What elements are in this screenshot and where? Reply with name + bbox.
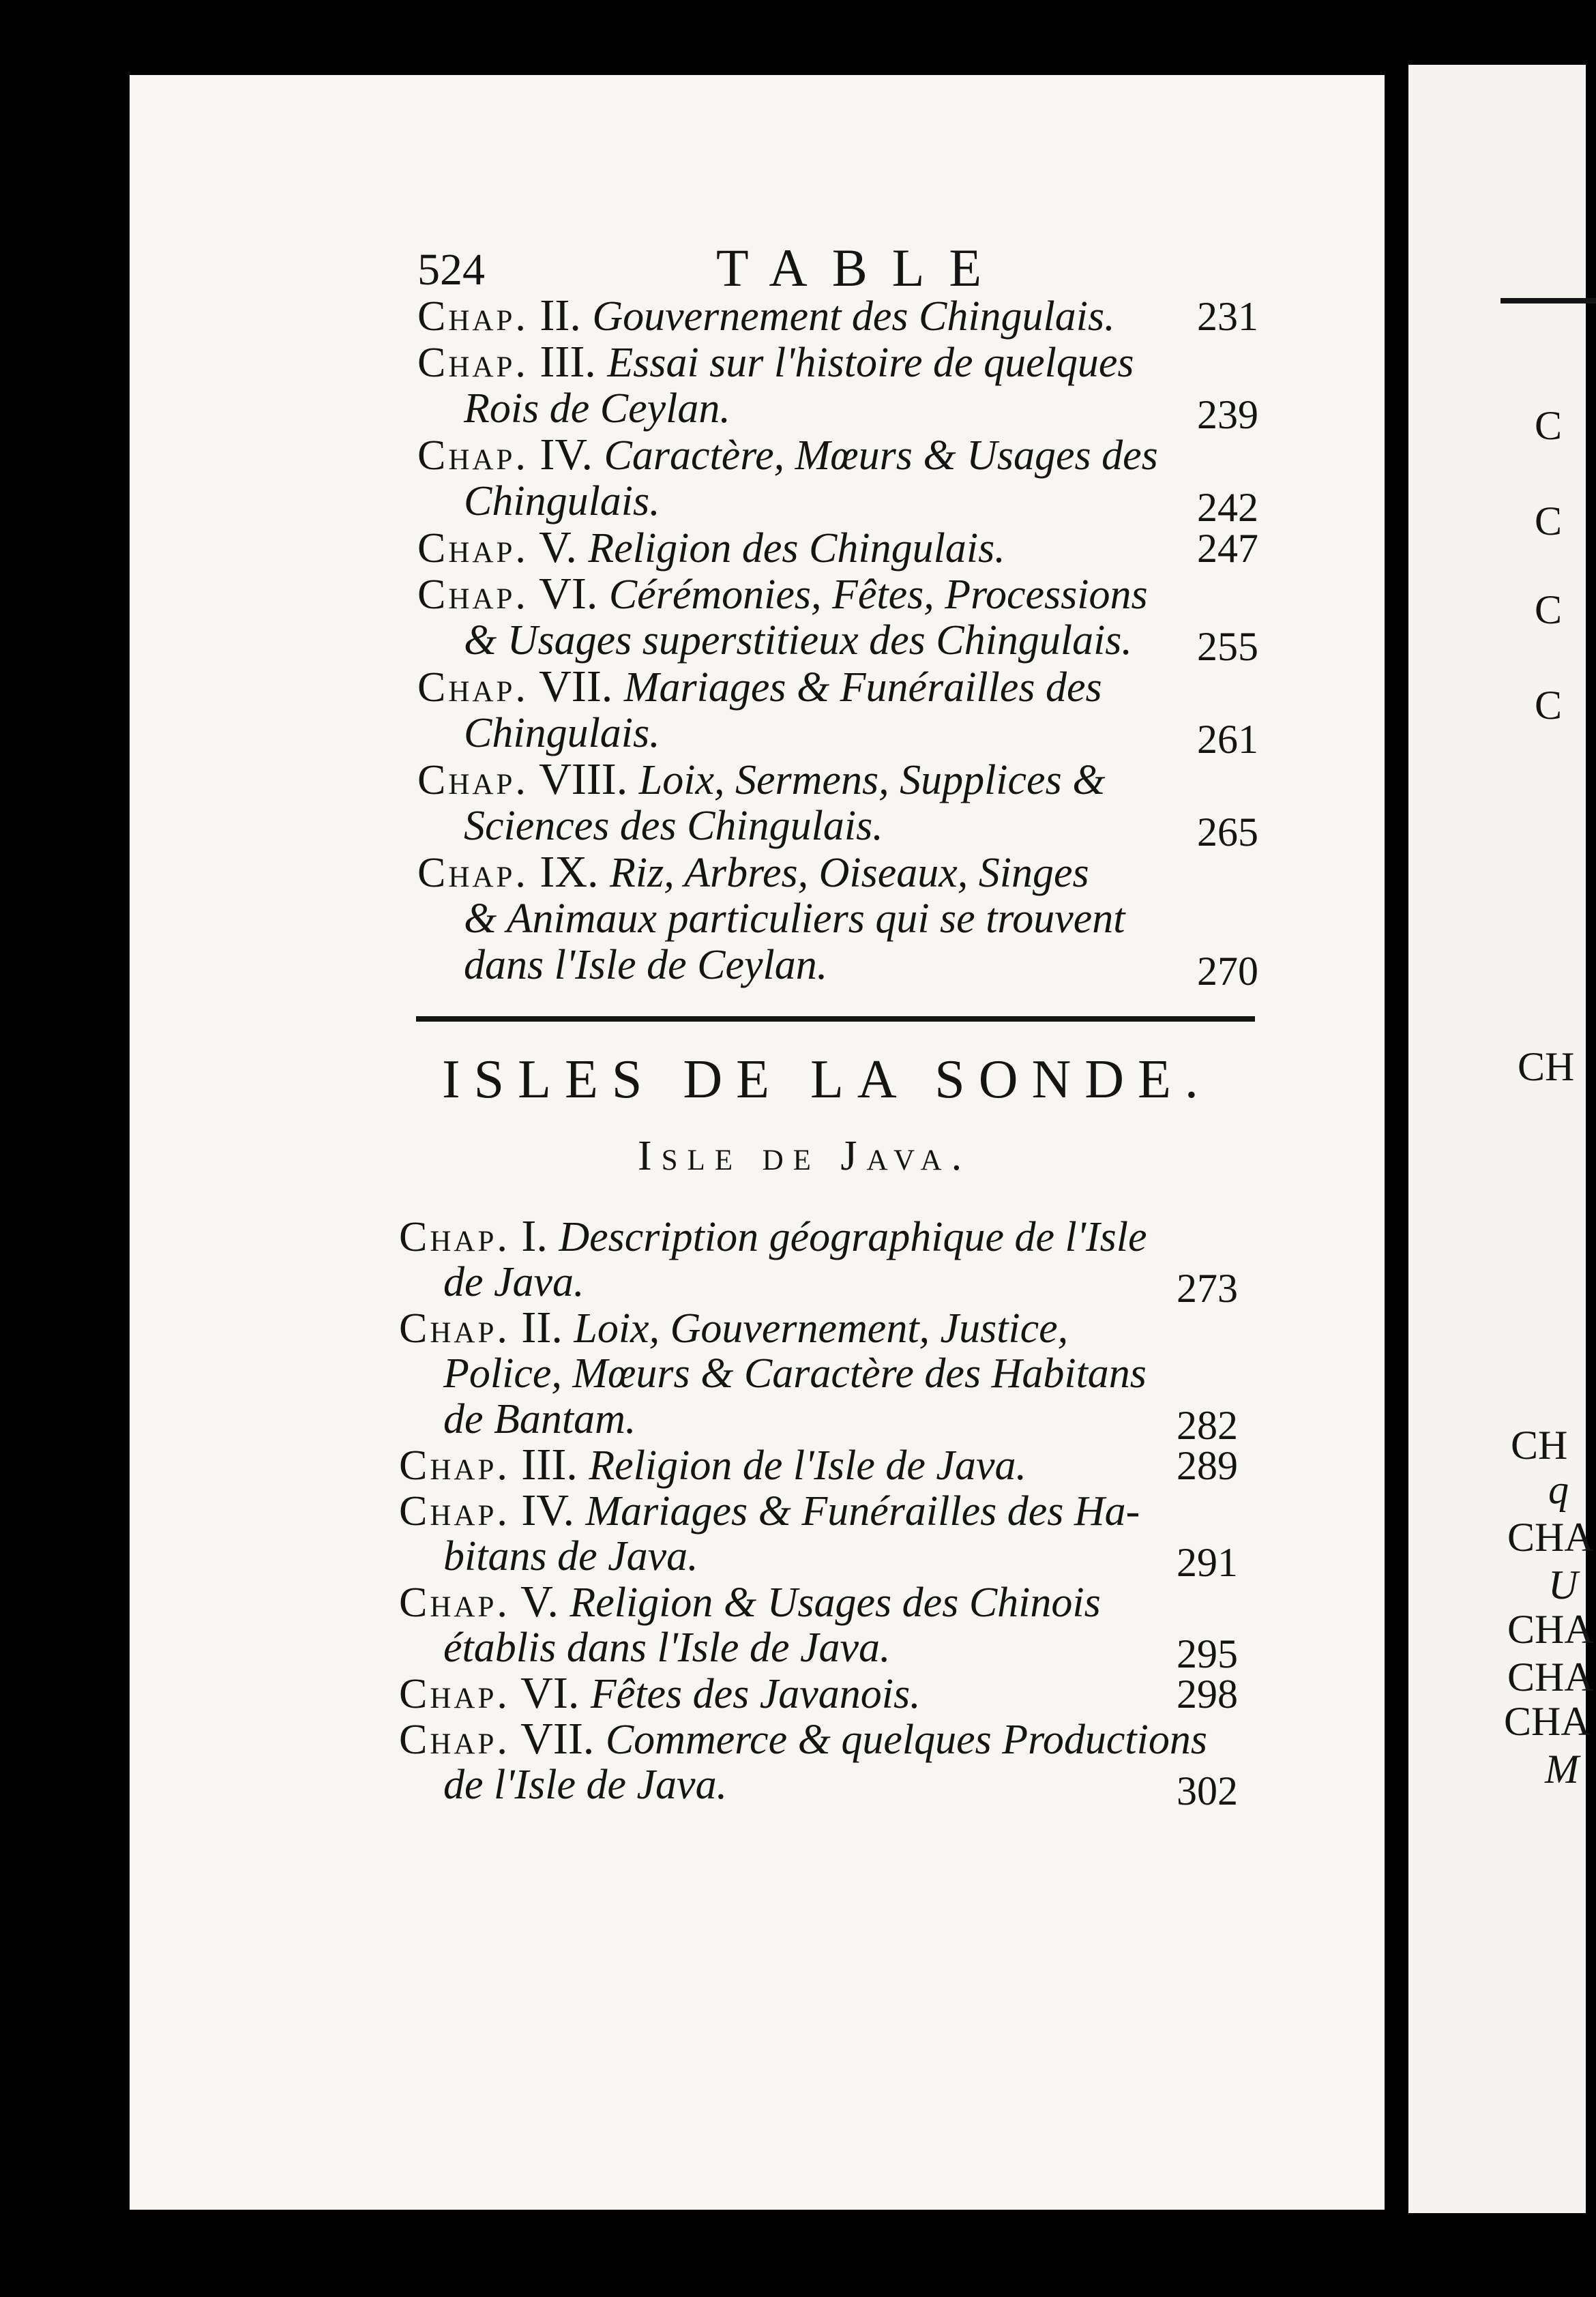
chapter-title: Commerce & quelques Productions (605, 1717, 1208, 1763)
toc-entry-line (399, 1211, 1147, 1261)
facing-fragment: C (1535, 587, 1563, 632)
chapter-title: Sciences des Chingulais. (464, 803, 883, 849)
chapter-number: VIII. (528, 754, 639, 804)
facing-fragment: U (1548, 1562, 1578, 1607)
facing-fragment: C (1535, 499, 1563, 544)
toc-entry-line (464, 386, 730, 431)
page-reference: 261 (1197, 717, 1258, 762)
chapter-title: Mariages & Funérailles des (623, 664, 1102, 711)
toc-entry-line (417, 847, 1089, 897)
toc-entry-line (417, 432, 1158, 478)
chapter-title: & Animaux particuliers qui se trouvent (464, 895, 1125, 942)
chapter-label: Chap. (399, 1214, 510, 1260)
toc-entry-line (443, 1534, 698, 1579)
chapter-title: Police, Mœurs & Caractère des Habitans (443, 1350, 1147, 1397)
page-reference: 282 (1177, 1403, 1238, 1448)
chapter-number: VI. (509, 1668, 591, 1718)
facing-fragment: C (1535, 403, 1563, 448)
toc-entry-line (399, 1714, 1208, 1764)
chapter-number: III. (528, 337, 608, 387)
toc-entry-line (399, 1305, 1068, 1351)
chapter-title: Mariages & Funérailles des Ha- (585, 1488, 1140, 1535)
section-divider (416, 1016, 1255, 1022)
chapter-label: Chap. (417, 293, 529, 340)
chapter-label: Chap. (399, 1305, 510, 1352)
chapter-title: Loix, Gouvernement, Justice, (574, 1305, 1069, 1352)
facing-fragment: CH (1511, 1423, 1568, 1468)
chapter-number: V. (528, 522, 589, 572)
chapter-label: Chap. (417, 664, 529, 711)
chapter-number: VII. (509, 1714, 606, 1764)
toc-entry-line (399, 1442, 1026, 1488)
page-reference: 247 (1197, 526, 1258, 571)
chapter-title: & Usages superstitieux des Chingulais. (464, 617, 1132, 664)
page-reference: 273 (1177, 1266, 1238, 1311)
chapter-number: II. (528, 291, 593, 340)
toc-entry-line (417, 569, 1148, 619)
toc-entry-line (417, 664, 1102, 710)
chapter-number: IV. (528, 430, 604, 479)
chapter-title: Caractère, Mœurs & Usages des (604, 432, 1158, 479)
chapter-number: V. (509, 1577, 570, 1627)
toc-entry-line (464, 711, 660, 756)
toc-entry-line (464, 896, 1125, 941)
facing-fragment: q (1548, 1467, 1569, 1512)
chapter-title: Religion des Chingulais. (588, 525, 1005, 572)
facing-fragment: CH (1518, 1044, 1575, 1089)
toc-entry-line (417, 754, 1106, 804)
chapter-number: I. (509, 1211, 559, 1261)
section-subtitle: Isle de Java. (638, 1133, 972, 1179)
toc-entry-line (464, 479, 660, 524)
chapter-title: de l'Isle de Java. (443, 1762, 728, 1808)
facing-page-rule (1501, 298, 1596, 303)
chapter-number: VII. (528, 662, 624, 711)
page-reference: 265 (1197, 810, 1258, 855)
chapter-label: Chap. (399, 1442, 510, 1489)
chapter-title: Essai sur l'histoire de quelques (607, 340, 1134, 386)
chapter-label: Chap. (399, 1580, 510, 1626)
chapter-title: Fêtes des Javanois. (590, 1671, 921, 1717)
facing-page-fragment (1408, 65, 1586, 2213)
page-reference: 302 (1177, 1768, 1238, 1813)
chapter-label: Chap. (417, 525, 529, 572)
chapter-label: Chap. (417, 432, 529, 479)
toc-entry-line (464, 803, 883, 848)
page-reference: 255 (1197, 624, 1258, 669)
page-reference: 231 (1197, 294, 1258, 339)
page-reference: 295 (1177, 1631, 1238, 1676)
chapter-title: Chingulais. (464, 478, 660, 524)
chapter-title: Chingulais. (464, 710, 660, 756)
chapter-label: Chap. (417, 340, 529, 386)
chapter-label: Chap. (399, 1671, 510, 1717)
toc-entry-line (417, 337, 1134, 387)
chapter-title: Loix, Sermens, Supplices & (638, 757, 1106, 803)
toc-entry-line (464, 618, 1132, 663)
toc-entry-line (399, 1485, 1140, 1535)
chapter-number: VI. (528, 569, 609, 619)
chapter-label: Chap. (399, 1717, 510, 1763)
chapter-label: Chap. (417, 850, 529, 896)
facing-fragment: CHA (1507, 1655, 1594, 1700)
facing-fragment: M (1545, 1747, 1579, 1792)
section-title: ISLES DE LA SONDE. (442, 1050, 1212, 1110)
toc-entry-line (417, 293, 1115, 339)
chapter-title: bitans de Java. (443, 1533, 698, 1580)
toc-entry-line (443, 1397, 636, 1442)
chapter-title: de Bantam. (443, 1396, 636, 1442)
page-reference: 291 (1177, 1540, 1238, 1585)
chapter-title: Rois de Ceylan. (464, 385, 730, 432)
toc-entry-line (443, 1260, 585, 1305)
toc-entry-line (417, 522, 1005, 572)
page-title: TABLE (716, 238, 1007, 297)
chapter-number: IX. (528, 847, 610, 897)
toc-entry-line (443, 1762, 727, 1807)
page-number: 524 (417, 245, 485, 295)
chapter-title: Religion de l'Isle de Java. (589, 1442, 1026, 1489)
page-reference: 289 (1177, 1443, 1238, 1488)
chapter-number: IV. (509, 1485, 586, 1535)
chapter-title: établis dans l'Isle de Java. (443, 1625, 891, 1671)
chapter-label: Chap. (417, 572, 529, 618)
page-reference: 239 (1197, 392, 1258, 437)
facing-fragment: C (1535, 683, 1563, 728)
chapter-title: de Java. (443, 1259, 585, 1305)
chapter-label: Chap. (417, 757, 529, 803)
facing-fragment: CHA (1507, 1607, 1594, 1652)
toc-entry-line (399, 1668, 921, 1718)
chapter-title: Gouvernement des Chingulais. (592, 293, 1115, 340)
chapter-number: II. (509, 1303, 574, 1352)
facing-fragment: CHA (1507, 1515, 1594, 1560)
chapter-title: Cérémonies, Fêtes, Processions (608, 572, 1148, 618)
chapter-label: Chap. (399, 1488, 510, 1535)
facing-fragment: CHA (1504, 1699, 1591, 1744)
page-reference: 242 (1197, 485, 1258, 530)
toc-entry-line (443, 1351, 1147, 1396)
chapter-title: Religion & Usages des Chinois (570, 1580, 1101, 1626)
chapter-title: Riz, Arbres, Oiseaux, Singes (610, 850, 1089, 896)
chapter-title: Description géographique de l'Isle (559, 1214, 1147, 1260)
toc-entry-line (464, 943, 827, 988)
toc-entry-line (399, 1577, 1101, 1627)
chapter-title: dans l'Isle de Ceylan. (464, 942, 828, 988)
toc-entry-line (443, 1625, 891, 1670)
page-reference: 298 (1177, 1672, 1238, 1717)
chapter-number: III. (509, 1440, 589, 1490)
page-reference: 270 (1197, 949, 1258, 994)
